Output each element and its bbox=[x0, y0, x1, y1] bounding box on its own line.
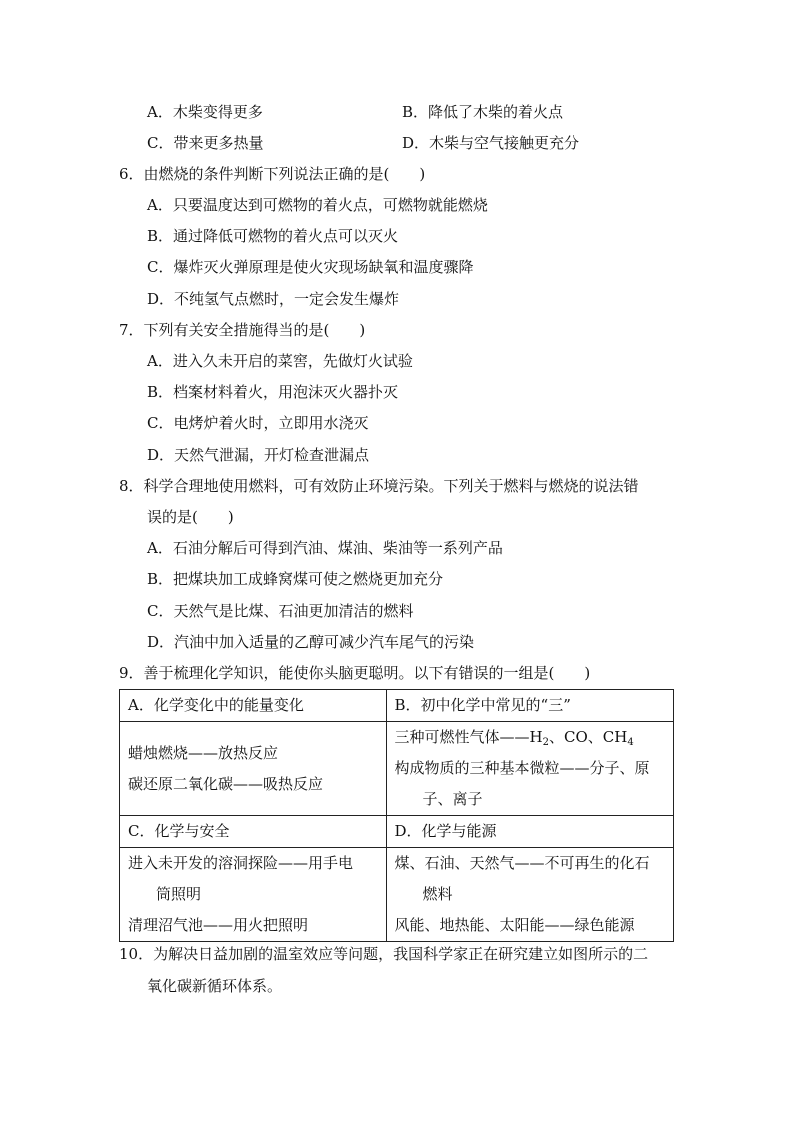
q9-a-line1: 蜡烛燃烧——放热反应 bbox=[128, 744, 279, 762]
q9-cell-a-header: A．化学变化中的能量变化 bbox=[120, 690, 387, 722]
q5-option-a: A．木柴变得更多 bbox=[147, 103, 263, 121]
q6-option-c: C．爆炸灭火弹原理是使火灾现场缺氧和温度骤降 bbox=[147, 258, 474, 276]
q5-option-b: B．降低了木柴的着火点 bbox=[402, 103, 564, 121]
q9-d-line3: 风能、地热能、太阳能——绿色能源 bbox=[394, 916, 635, 934]
q5-option-d: D．木柴与空气接触更充分 bbox=[402, 134, 580, 152]
q9-c-line3: 清理沼气池——用火把照明 bbox=[128, 916, 309, 934]
q8-option-c: C．天然气是比煤、石油更加清洁的燃料 bbox=[147, 602, 414, 620]
q8-stem-line2: 误的是( ) bbox=[147, 508, 234, 526]
q9-cell-b-body bbox=[386, 722, 674, 816]
q9-b-line2: 构成物质的三种基本微粒——分子、原 bbox=[394, 759, 650, 777]
q7-option-b: B．档案材料着火，用泡沫灭火器扑灭 bbox=[147, 383, 399, 401]
q9-d-line2: 燃料 bbox=[422, 885, 453, 903]
q6-stem: 6．由燃烧的条件判断下列说法正确的是( ) bbox=[119, 165, 426, 183]
q9-cell-d-body bbox=[386, 848, 674, 942]
q9-cell-c-header: C．化学与安全 bbox=[120, 816, 387, 848]
q7-stem: 7．下列有关安全措施得当的是( ) bbox=[119, 321, 366, 339]
q6-option-b: B．通过降低可燃物的着火点可以灭火 bbox=[147, 227, 399, 245]
q9-d-line1: 煤、石油、天然气——不可再生的化石 bbox=[394, 854, 650, 872]
q6-option-d: D．不纯氢气点燃时，一定会发生爆炸 bbox=[147, 290, 400, 308]
q7-option-a: A．进入久未开启的菜窖，先做灯火试验 bbox=[147, 352, 413, 370]
q7-option-c: C．电烤炉着火时，立即用水浇灭 bbox=[147, 414, 369, 432]
q6-option-a: A．只要温度达到可燃物的着火点，可燃物就能燃烧 bbox=[147, 196, 488, 214]
q9-a-line2: 碳还原二氧化碳——吸热反应 bbox=[128, 775, 324, 793]
q9-b-line1: 三种可燃性气体$——H_2$、CO、$CH_4$ bbox=[394, 728, 634, 748]
q9-cell-d-header: D．化学与能源 bbox=[386, 816, 674, 848]
q9-b-line3: 子、离子 bbox=[422, 790, 483, 808]
q9-cell-b-header: B．初中化学中常见的“三” bbox=[386, 690, 674, 722]
q5-option-c: C．带来更多热量 bbox=[147, 134, 264, 152]
q7-option-d: D．天然气泄漏，开灯检查泄漏点 bbox=[147, 446, 370, 464]
q8-option-a: A．石油分解后可得到汽油、煤油、柴油等一系列产品 bbox=[147, 539, 503, 557]
q9-c-line2: 筒照明 bbox=[156, 885, 202, 903]
q9-c-line1: 进入未开发的溶洞探险——用手电 bbox=[128, 854, 354, 872]
q9-stem: 9．善于梳理化学知识，能使你头脑更聪明。以下有错误的一组是( ) bbox=[119, 664, 591, 682]
q9-table bbox=[119, 689, 674, 942]
q10-stem-line2: 氧化碳新循环体系。 bbox=[147, 977, 283, 995]
q10-stem-line1: 10．为解决日益加剧的温室效应等问题，我国科学家正在研究建立如图所示的二 bbox=[119, 945, 649, 963]
q8-option-d: D．汽油中加入适量的乙醇可减少汽车尾气的污染 bbox=[147, 633, 475, 651]
q8-stem-line1: 8．科学合理地使用燃料，可有效防止环境污染。下列关于燃料与燃烧的说法错 bbox=[119, 477, 639, 495]
q9-cell-c-body bbox=[120, 848, 387, 942]
q8-option-b: B．把煤块加工成蜂窝煤可使之燃烧更加充分 bbox=[147, 570, 444, 588]
q9-cell-a-body bbox=[120, 722, 387, 816]
